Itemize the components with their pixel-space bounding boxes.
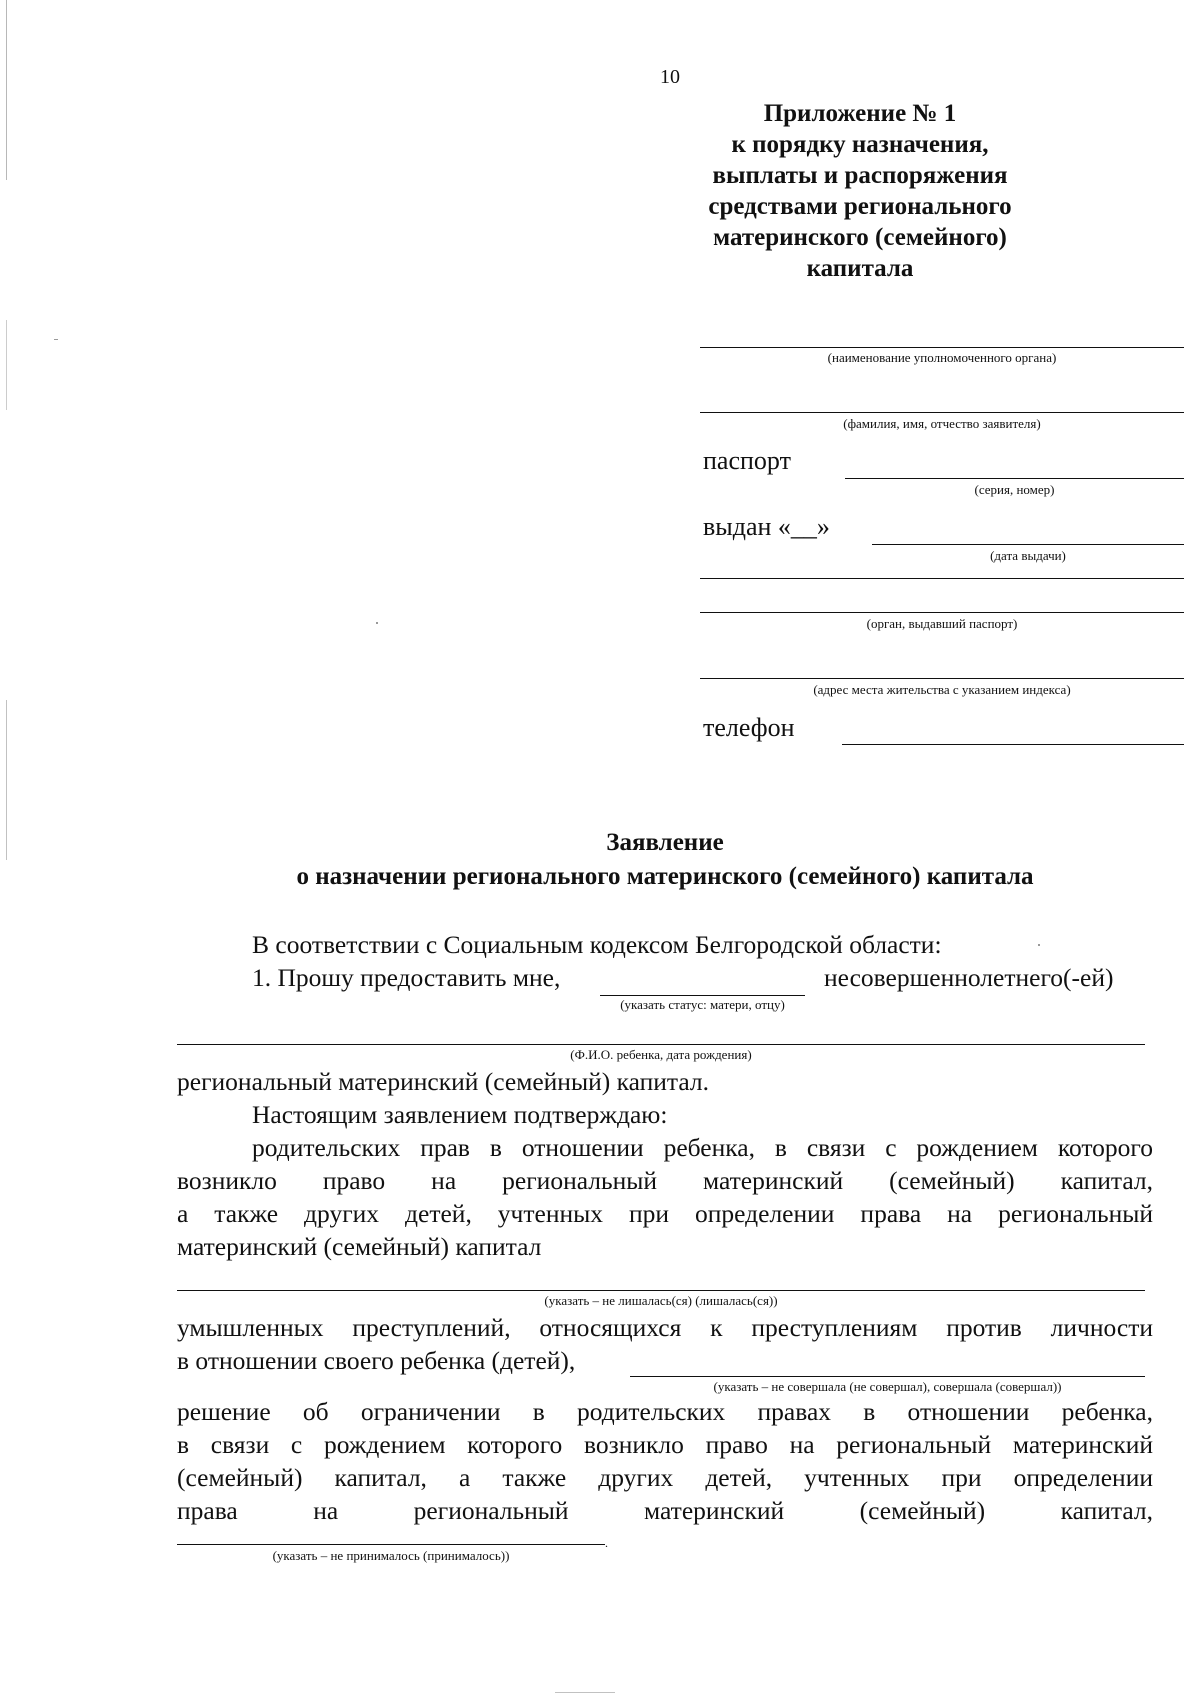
restriction-line: решение об ограничении в родительских правах в отношении ребенка, (177, 1397, 1153, 1426)
item1-start: 1. Прошу предоставить мне, (252, 963, 561, 992)
applicant-field-line[interactable] (700, 412, 1184, 413)
appendix-line: материнского (семейного) (713, 224, 1007, 251)
capital-line: региональный материнский (семейный) капитал. (177, 1067, 709, 1096)
address-field-line[interactable] (700, 678, 1184, 679)
appendix-line: Приложение № 1 (763, 100, 957, 127)
appendix-line: средствами регионального (708, 193, 1012, 220)
issuer-field-line-1[interactable] (700, 578, 1184, 579)
passport-label: паспорт (703, 446, 791, 475)
deprived-field-line[interactable] (177, 1290, 1145, 1291)
rights-line: родительских прав в отношении ребенка, в связи с рождением которого (252, 1133, 1153, 1162)
scan-edge-mark (6, 320, 7, 410)
issued-label: выдан «__» (703, 512, 830, 541)
scan-dust (54, 339, 58, 340)
document-title (120, 826, 1200, 894)
passport-caption: (серия, номер) (974, 482, 1055, 497)
confirm-line: Настоящим заявлением подтверждаю: (252, 1100, 668, 1129)
title-line-2: о назначении регионального материнского (семейного) капитала (296, 863, 1034, 890)
deprived-caption: (указать – не лишалась(ся) (лишалась(ся)) (544, 1293, 778, 1308)
scan-dust (1038, 944, 1040, 946)
scan-dust (555, 1692, 615, 1693)
issue-date-caption: (дата выдачи) (990, 548, 1066, 563)
title-line-1: Заявление (606, 829, 724, 856)
crimes-last-line: в отношении своего ребенка (детей), (177, 1346, 576, 1375)
phone-field-line[interactable] (842, 744, 1184, 745)
authority-field-line[interactable] (700, 347, 1184, 348)
rights-last-line: материнский (семейный) капитал (177, 1232, 542, 1261)
crimes-caption: (указать – не совершала (не совершал), совершала (совершал)) (713, 1379, 1062, 1394)
child-caption: (Ф.И.О. ребенка, дата рождения) (570, 1047, 752, 1062)
authority-caption: (наименование уполномоченного органа) (827, 350, 1057, 365)
item1-end: несовершеннолетнего(-ей) (824, 963, 1114, 992)
decision-field-line[interactable] (177, 1544, 605, 1545)
status-caption: (указать статус: матери, отцу) (620, 997, 785, 1012)
rights-line: возникло право на региональный материнский (семейный) капитал, (177, 1166, 1153, 1195)
address-caption: (адрес места жительства с указанием индекса) (813, 682, 1071, 697)
appendix-line: выплаты и распоряжения (712, 162, 1008, 189)
passport-field-line[interactable] (845, 478, 1184, 479)
crimes-field-line[interactable] (630, 1376, 1145, 1377)
restriction-line: (семейный) капитал, а также других детей, учтенных при определении (177, 1463, 1153, 1492)
decision-caption: (указать – не принималось (принималось)) (272, 1548, 510, 1563)
restriction-line: права на региональный материнский (семейный) капитал, (177, 1496, 1153, 1525)
issuer-field-line-2[interactable] (700, 612, 1184, 613)
scan-edge-mark (6, 0, 7, 180)
appendix-line: капитала (806, 255, 914, 282)
scan-edge-mark (6, 700, 7, 860)
restriction-line: в связи с рождением которого возникло право на региональный материнский (177, 1430, 1153, 1459)
appendix-header (700, 98, 1020, 284)
status-field-line[interactable] (600, 995, 805, 996)
rights-line: а также других детей, учтенных при определении права на региональный (177, 1199, 1153, 1228)
phone-label: телефон (703, 713, 795, 742)
applicant-caption: (фамилия, имя, отчество заявителя) (843, 416, 1041, 431)
intro-text: В соответствии с Социальным кодексом Белгородской области: (252, 930, 942, 959)
period-mark: . (605, 1536, 608, 1550)
scan-dust (376, 622, 378, 624)
crimes-line: умышленных преступлений, относящихся к преступлениям против личности (177, 1313, 1153, 1342)
page-number: 10 (660, 66, 680, 88)
issue-date-field-line[interactable] (872, 544, 1184, 545)
appendix-line: к порядку назначения, (731, 131, 989, 158)
issuer-caption: (орган, выдавший паспорт) (866, 616, 1018, 631)
child-field-line[interactable] (177, 1044, 1145, 1045)
